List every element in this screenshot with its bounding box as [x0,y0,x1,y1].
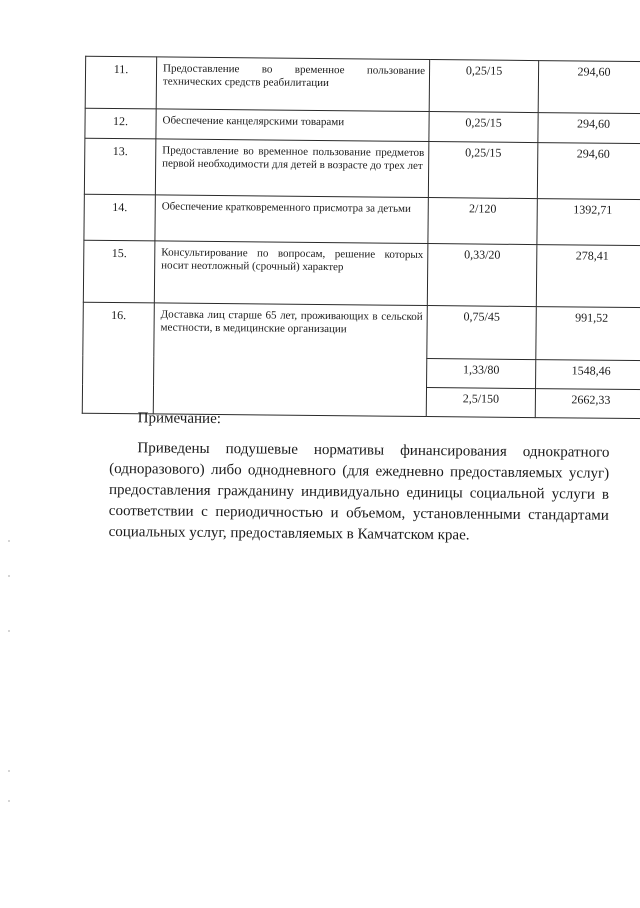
norm-value: 0,25/15 [429,60,538,113]
services-table [82,56,640,419]
note-title: Примечание: [137,410,222,428]
price-value: 2662,33 [535,389,640,419]
service-name: Консультирование по вопросам, решение которых носит неотложный (срочный) характер [154,241,428,306]
norm-value: 1,33/80 [427,359,536,389]
service-name: Предоставление во временное пользование предметов первой необходимости для детей в возрасте до трех лет [155,139,429,198]
price-value: 1392,71 [537,199,640,246]
norm-value: 2/120 [428,198,537,245]
service-name: Обеспечение кратковременного присмотра за детьми [155,195,428,244]
price-value: 278,41 [536,245,640,308]
price-value: 294,60 [537,143,640,200]
price-value: 991,52 [536,307,640,361]
scan-speck [8,575,10,577]
scan-speck [8,800,10,802]
service-name: Доставка лиц старше 65 лет, проживающих в сельской местности, в медицинские организации [153,303,427,417]
table-row [84,194,640,245]
scan-speck [8,540,10,542]
norm-value: 0,75/45 [427,306,537,360]
price-value: 1548,46 [536,360,640,390]
table-row [83,302,640,360]
price-value: 294,60 [538,61,640,114]
scan-speck [8,770,10,772]
service-name: Предоставление во временное пользование технических средств реабилитации [156,57,429,112]
norm-value: 0,25/15 [429,112,538,143]
service-name: Обеспечение канцелярскими товарами [156,109,429,142]
row-number: 11. [85,56,156,109]
table-row [83,240,640,307]
row-number: 13. [84,138,156,195]
price-value: 294,60 [538,113,640,144]
table-row [85,56,640,113]
norm-value: 0,25/15 [428,142,538,199]
row-number: 16. [82,302,154,414]
norm-value: 0,33/20 [427,244,537,307]
note-text: Приведены подушевые нормативы финансирования однократного (одноразового) либо однодневного (для ежедневно предоставляемых услуг) предоставления гражданину индивидуально единицы социальной услуги в соответствии с периодичностью и объемом, установленными стандартами социальных услуг, предоставляемых в Камчатском крае. [108,440,610,544]
row-number: 12. [85,108,156,139]
norm-value: 2,5/150 [426,388,535,418]
row-number: 14. [84,194,155,241]
table-row [84,138,640,199]
scan-speck [8,630,10,632]
row-number: 15. [83,240,155,303]
